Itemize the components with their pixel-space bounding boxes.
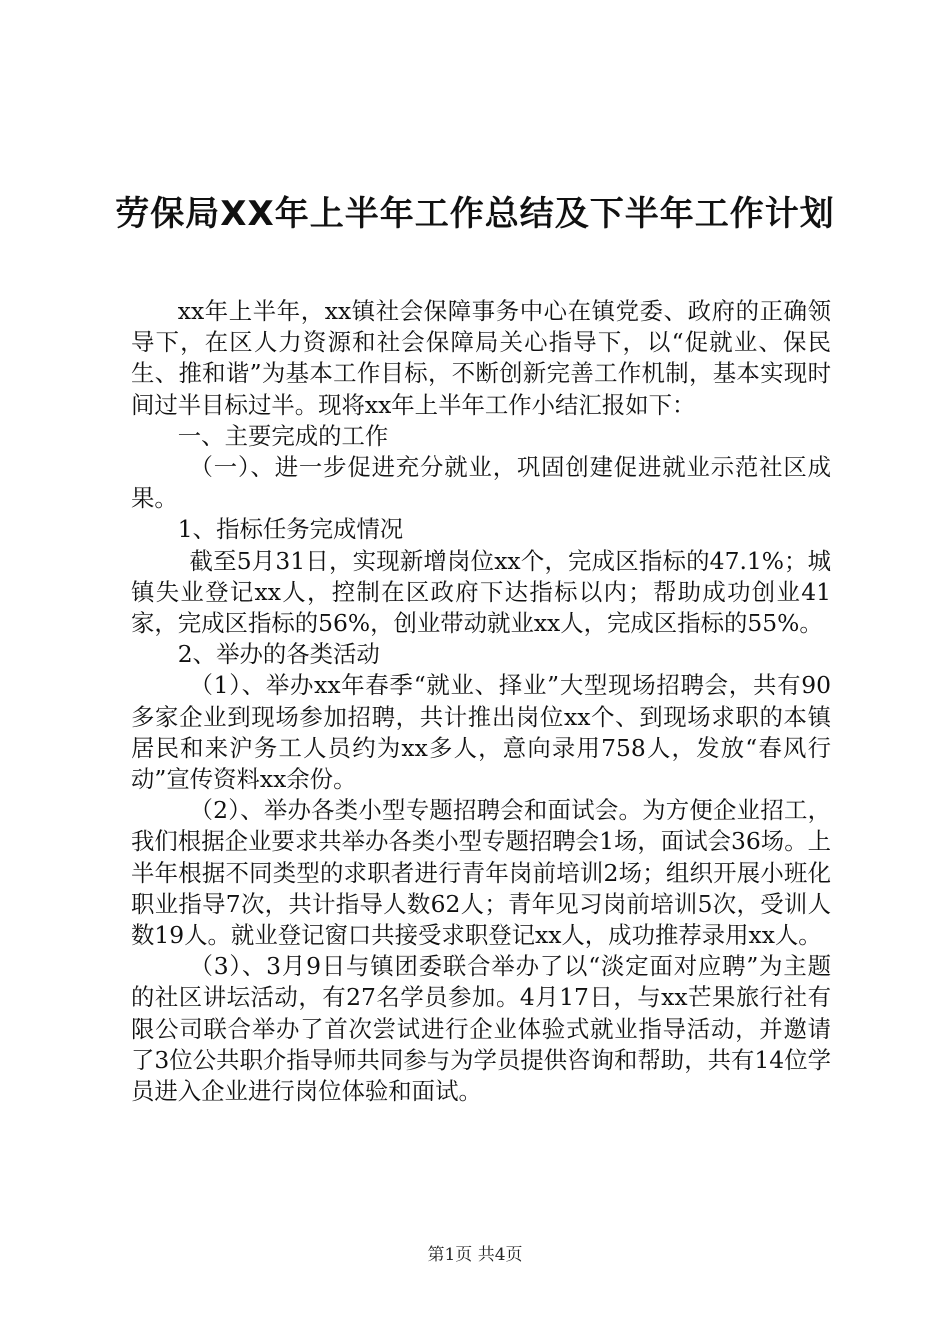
body-paragraph: 截至5月31日，实现新增岗位xx个，完成区指标的47.1%；城镇失业登记xx人，控制在区政府下达指标以内；帮助成功创业41家，完成区指标的56%，创业带动就业xx人，完成区指标的55%。 xyxy=(131,546,831,638)
page-footer: 第1页 共4页 xyxy=(427,1245,523,1265)
body-paragraph: （2）、举办各类小型专题招聘会和面试会。为方便企业招工，我们根据企业要求共举办各类小型专题招聘会1场，面试会36场。上半年根据不同类型的求职者进行青年岗前培训2场；组织开展小班化职业指导7次，共计指导人数62人；青年见习岗前培训5次，受训人数19人。就业登记窗口共接受求职登记xx人，成功推荐录用xx人。 xyxy=(131,796,831,950)
subsection-heading: （一）、进一步促进充分就业，巩固创建促进就业示范社区成果。 xyxy=(131,453,831,513)
item-heading: 2、举办的各类活动 xyxy=(177,640,380,669)
body-paragraph: （1）、举办xx年春季“就业、择业”大型现场招聘会，共有90多家企业到现场参加招聘，共计推出岗位xx个、到现场求职的本镇居民和来沪务工人员约为xx多人，意向录用758人，发放“春风行动”宣传资料xx余份。 xyxy=(131,671,831,794)
document-title: 劳保局XX年上半年工作总结及下半年工作计划 xyxy=(115,194,835,234)
section-heading: 一、主要完成的工作 xyxy=(177,421,389,450)
intro-paragraph: xx年上半年，xx镇社会保障事务中心在镇党委、政府的正确领导下，在区人力资源和社会保障局关心指导下，以“促就业、保民生、推和谐”为基本工作目标，不断创新完善工作机制，基本实现时间过半目标过半。现将xx年上半年工作小结汇报如下： xyxy=(131,297,831,419)
document-body xyxy=(131,296,831,1107)
item-heading: 1、指标任务完成情况 xyxy=(177,515,404,544)
body-paragraph: （3）、3月9日与镇团委联合举办了以“淡定面对应聘”为主题的社区讲坛活动，有27名学员参加。4月17日，与xx芒果旅行社有限公司联合举办了首次尝试进行企业体验式就业指导活动，并邀请了3位公共职介指导师共同参与为学员提供咨询和帮助，共有14位学员进入企业进行岗位体验和面试。 xyxy=(131,952,831,1106)
